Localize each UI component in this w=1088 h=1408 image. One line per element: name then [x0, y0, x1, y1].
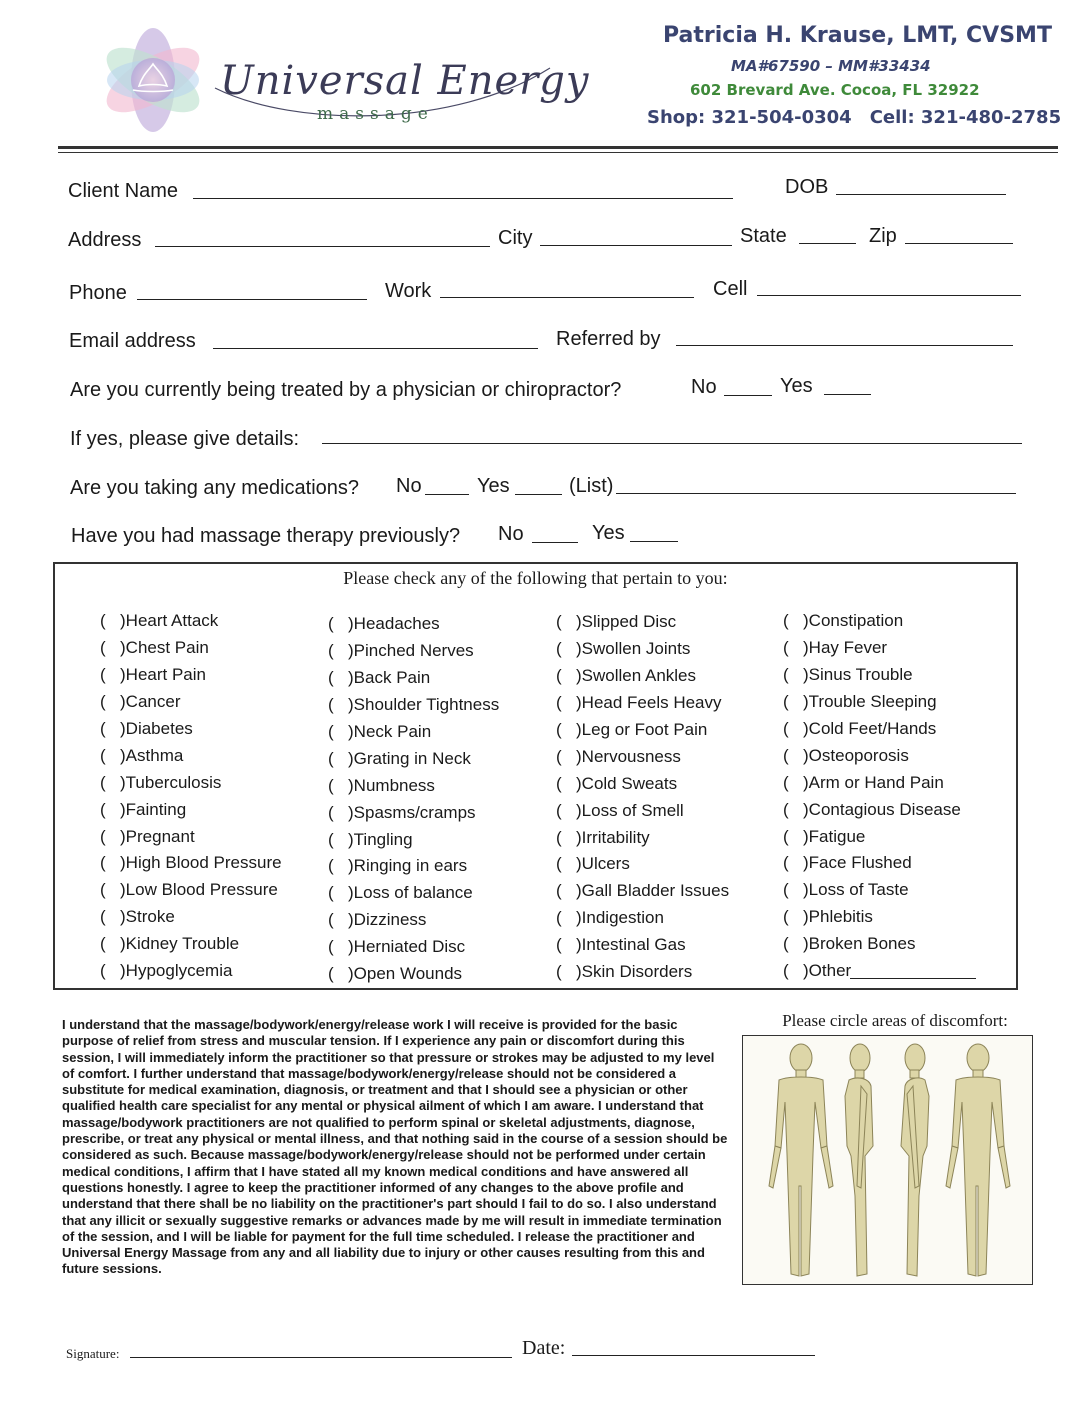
body-side-figure — [901, 1044, 929, 1276]
checkbox[interactable]: ( — [783, 665, 789, 685]
signature-field[interactable] — [130, 1357, 512, 1358]
condition-label: Osteoporosis — [808, 745, 909, 765]
work-label: Work — [385, 280, 432, 302]
condition-label: Face Flushed — [808, 853, 912, 873]
checkbox[interactable]: ( — [100, 826, 106, 846]
checklist-item[interactable]: ( ) Cold Sweats — [556, 773, 678, 793]
checkbox[interactable]: ( — [783, 934, 789, 954]
checklist-item[interactable]: ( ) Trouble Sleeping — [783, 692, 937, 712]
condition-label: Slipped Disc — [581, 612, 677, 632]
checklist-item[interactable]: ( ) Fatigue — [783, 826, 866, 846]
phone-numbers — [647, 107, 1061, 128]
checklist-item[interactable]: ( ) Indigestion — [556, 908, 664, 928]
body-back-figure — [946, 1044, 1010, 1276]
body-chart-title: Please circle areas of discomfort: — [782, 1011, 1008, 1030]
condition-label: Hay Fever — [808, 638, 888, 658]
condition-label: Pregnant — [125, 826, 195, 846]
condition-label: Diabetes — [125, 719, 193, 738]
checkbox[interactable]: ( — [328, 722, 334, 741]
client-name-field[interactable] — [193, 198, 733, 199]
condition-label: Neck Pain — [353, 722, 432, 741]
meds-list-label: (List) — [569, 475, 614, 497]
checklist-item[interactable]: ( ) Heart Pain — [100, 665, 206, 685]
checkbox[interactable]: ( — [328, 883, 334, 903]
checkbox[interactable]: ( — [328, 856, 334, 876]
condition-label: Loss of Taste — [808, 880, 909, 900]
checklist-item[interactable]: ( ) Numbness — [328, 775, 435, 795]
condition-label: Indigestion — [581, 908, 664, 928]
condition-label: Heart Pain — [125, 665, 206, 685]
checklist-item[interactable]: ( ) Shoulder Tightness — [328, 695, 500, 715]
condition-label: Stroke — [125, 907, 175, 927]
checklist-item[interactable]: ( ) Back Pain — [328, 668, 431, 688]
condition-label: Cold Sweats — [581, 773, 678, 793]
checklist-item[interactable]: ( ) Tingling — [328, 829, 413, 849]
phone-label: Phone — [69, 282, 127, 304]
condition-label: Ringing in ears — [353, 856, 468, 876]
checkbox[interactable]: ( — [556, 962, 562, 982]
email-label: Email address — [69, 330, 196, 352]
checklist-column-3 — [556, 609, 729, 985]
condition-label: Contagious Disease — [808, 799, 961, 819]
checklist-item[interactable]: ( ) Stroke — [100, 907, 175, 927]
checkbox[interactable]: ( — [783, 692, 789, 712]
header-rule-thick — [58, 146, 1058, 149]
condition-label: Chest Pain — [125, 638, 209, 658]
condition-label: Head Feels Heavy — [581, 693, 722, 713]
checklist-item[interactable]: ( ) Slipped Disc — [556, 612, 677, 632]
condition-label: Open Wounds — [353, 964, 463, 984]
checkbox[interactable]: ( — [783, 826, 789, 846]
checklist-item[interactable]: ( ) Heart Attack — [100, 611, 219, 631]
checklist-item[interactable]: ( ) Loss of Smell — [556, 800, 684, 820]
condition-label: Pinched Nerves — [353, 641, 474, 661]
checklist-item[interactable]: ( ) Asthma — [100, 745, 184, 765]
condition-label: Trouble Sleeping — [808, 692, 937, 712]
checkbox[interactable]: ( — [556, 773, 562, 793]
zip-label: Zip — [869, 225, 897, 247]
checklist-item[interactable]: ( ) Osteoporosis — [783, 745, 909, 765]
condition-label: Arm or Hand Pain — [808, 772, 944, 792]
checkbox[interactable]: ( — [100, 880, 106, 900]
checkbox[interactable]: ( — [328, 910, 334, 930]
massage-question: Have you had massage therapy previously? — [71, 525, 461, 547]
checkbox[interactable]: ( — [328, 641, 334, 661]
condition-label: Other — [808, 961, 852, 981]
signature-label: Signature: — [66, 1346, 120, 1361]
checklist-item[interactable]: ( ) Hypoglycemia — [100, 961, 233, 981]
checkbox[interactable]: ( — [556, 666, 562, 686]
shop-phone: Shop: 321-504-0304 — [647, 107, 852, 128]
checkbox[interactable]: ( — [783, 907, 789, 927]
dob-field[interactable] — [836, 194, 1006, 195]
city-field[interactable] — [540, 245, 732, 246]
checklist-item[interactable]: ( ) Skin Disorders — [556, 962, 693, 982]
condition-label: Headaches — [353, 614, 440, 634]
checklist-item[interactable]: ( ) Irritability — [556, 827, 650, 847]
checklist-item[interactable]: ( ) Grating in Neck — [328, 748, 471, 768]
details-question: If yes, please give details: — [70, 428, 300, 450]
checklist-item[interactable]: ( ) Broken Bones — [783, 934, 916, 954]
checkbox[interactable]: ( — [783, 961, 789, 981]
condition-label: Asthma — [125, 745, 184, 765]
checklist-title: Please check any of the following that pertain to you: — [343, 568, 728, 588]
condition-label: Nervousness — [581, 746, 681, 766]
massage-no-field[interactable] — [532, 542, 578, 543]
condition-label: Constipation — [808, 611, 904, 631]
work-phone-field[interactable] — [440, 297, 694, 298]
logo — [95, 18, 590, 138]
checklist-item[interactable]: ( ) Contagious Disease — [783, 799, 961, 819]
condition-label: Back Pain — [353, 668, 431, 688]
checklist-item[interactable]: ( ) Fainting — [100, 799, 187, 819]
license-numbers: MA#67590 – MM#33434 — [731, 57, 931, 75]
liability-disclaimer: I understand that the massage/bodywork/energy/release work I will receive is provided for the basic purpose of relief from stress and muscular tension. If I experience any pain or discomfort during this session, I will immediately inform the practitioner so that pressure or strokes may be adjusted to my level of comfort. I further understand that massage/bodywork/energy/release should not be considered a substitute for medical examination, diagnosis, or treatment and that I should see a physician or other qualified health care specialist for any mental or physical ailment of which I am aware. I understand that massage/bodywork practitioners are not qualified to perform spinal or skeletal adjustments, diagnose, prescribe, or treat any physical or mental illness, and that nothing said in the course of a session should be considered as such. Because massage/bodywork/energy/release should not be performed under certain medical conditions, I affirm that I have stated all my known medical conditions and have answered all questions honestly. I agree to keep the practitioner informed of any changes to the above profile and understand that there shall be no liability on the practitioner's part should I fail to do so. I also understand that any illicit or sexually suggestive remarks or advances made by me will result in immediate termination of the session, and I will be liable for payment for the full time scheduled. I release the practitioner and Universal Energy Massage from any and all liability due to injury or other causes resulting from this and future sessions. — [62, 1017, 728, 1277]
condition-label: High Blood Pressure — [125, 853, 282, 873]
dob-label: DOB — [785, 176, 829, 198]
checkbox[interactable]: ( — [783, 880, 789, 900]
address-label: Address — [68, 229, 142, 251]
checklist-item[interactable]: ( ) Nervousness — [556, 746, 681, 766]
checkbox[interactable]: ( — [556, 639, 562, 659]
checklist-item[interactable]: ( ) Other — [783, 958, 976, 985]
human-body-figures-icon — [743, 1036, 1031, 1283]
body-chart[interactable] — [742, 1035, 1033, 1285]
condition-label: Ulcers — [581, 854, 630, 874]
checkbox[interactable]: ( — [783, 799, 789, 819]
checklist-item[interactable]: ( ) Hay Fever — [783, 638, 888, 658]
state-label: State — [740, 225, 787, 247]
date-field[interactable] — [572, 1355, 815, 1356]
condition-label: Tuberculosis — [125, 772, 222, 792]
details-field[interactable] — [322, 443, 1022, 444]
condition-label: Heart Attack — [125, 611, 219, 631]
medications-question: Are you taking any medications? — [70, 477, 360, 499]
condition-label: Loss of balance — [353, 883, 473, 903]
checkbox[interactable]: ( — [556, 854, 562, 874]
checklist-item[interactable]: ( ) Leg or Foot Pain — [556, 720, 708, 739]
condition-label: Sinus Trouble — [808, 665, 913, 685]
checklist-item[interactable]: ( ) Cold Feet/Hands — [783, 719, 937, 738]
checkbox[interactable]: ( — [100, 638, 106, 658]
condition-label: Swollen Ankles — [581, 666, 697, 686]
checklist-item[interactable]: ( ) Loss of Taste — [783, 880, 909, 900]
checkbox[interactable]: ( — [556, 908, 562, 928]
checkbox[interactable]: ( — [100, 692, 106, 712]
condition-label: Phlebitis — [808, 907, 873, 927]
logo-subtitle: massage — [317, 104, 434, 124]
condition-label: Spasms/cramps — [353, 802, 476, 822]
checkbox[interactable]: ( — [100, 719, 106, 738]
date-label: Date: — [522, 1337, 566, 1359]
checkbox[interactable]: ( — [328, 775, 334, 795]
checklist-item[interactable]: ( ) Head Feels Heavy — [556, 693, 722, 713]
checklist-item[interactable]: ( ) Swollen Joints — [556, 639, 691, 659]
checkbox[interactable]: ( — [100, 799, 106, 819]
meds-yes-label: Yes — [477, 475, 510, 497]
checkbox[interactable]: ( — [328, 695, 334, 715]
checklist-item[interactable]: ( ) Pinched Nerves — [328, 641, 474, 661]
checklist-item[interactable]: ( ) Herniated Disc — [328, 937, 466, 957]
checklist-item[interactable]: ( ) Constipation — [783, 611, 904, 631]
checklist-item[interactable]: ( ) Cancer — [100, 692, 181, 712]
checkbox[interactable]: ( — [100, 611, 106, 631]
checkbox[interactable]: ( — [556, 693, 562, 713]
referred-field[interactable] — [676, 345, 1013, 346]
condition-label: Cancer — [125, 692, 181, 712]
checkbox[interactable]: ( — [328, 937, 334, 957]
checklist-item[interactable]: ( ) Gall Bladder Issues — [556, 881, 730, 901]
checkbox[interactable]: ( — [100, 772, 106, 792]
checkbox[interactable]: ( — [328, 668, 334, 688]
checkbox[interactable]: ( — [328, 802, 334, 822]
checkbox[interactable]: ( — [328, 614, 334, 634]
checklist-item[interactable]: ( ) Tuberculosis — [100, 772, 222, 792]
checkbox[interactable]: ( — [556, 800, 562, 820]
condition-label: Dizziness — [353, 910, 427, 930]
massage-no-label: No — [498, 523, 524, 545]
checklist-item[interactable]: ( ) Ringing in ears — [328, 856, 468, 876]
business-address: 602 Brevard Ave. Cocoa, FL 32922 — [690, 81, 980, 99]
checklist-item[interactable]: ( ) Low Blood Pressure — [100, 880, 278, 900]
checklist-item[interactable]: ( ) Sinus Trouble — [783, 665, 913, 685]
checklist-item[interactable]: ( ) Spasms/cramps — [328, 802, 476, 822]
checklist-item[interactable]: ( ) Swollen Ankles — [556, 666, 697, 686]
condition-label: Kidney Trouble — [125, 934, 240, 954]
header-rule-thin — [58, 152, 1058, 153]
phone-field[interactable] — [137, 299, 367, 300]
checklist-item[interactable]: ( ) Chest Pain — [100, 638, 209, 658]
checkbox[interactable]: ( — [100, 934, 106, 954]
checklist-item[interactable]: ( ) Kidney Trouble — [100, 934, 240, 954]
checklist-item[interactable]: ( ) Face Flushed — [783, 853, 912, 873]
email-field[interactable] — [213, 348, 538, 349]
referred-label: Referred by — [556, 328, 661, 350]
other-field[interactable] — [850, 964, 976, 979]
checkbox[interactable]: ( — [783, 853, 789, 873]
condition-label: Intestinal Gas — [581, 935, 686, 955]
condition-label: Swollen Joints — [581, 639, 691, 659]
condition-label: Loss of Smell — [581, 800, 684, 820]
physician-yes-label: Yes — [780, 375, 813, 397]
cell-phone-field[interactable] — [757, 295, 1021, 296]
checkbox[interactable]: ( — [556, 881, 562, 901]
zip-field[interactable] — [905, 243, 1013, 244]
condition-label: Gall Bladder Issues — [581, 881, 730, 901]
meds-yes-field[interactable] — [515, 494, 562, 495]
checkbox[interactable]: ( — [328, 964, 334, 984]
checklist-item[interactable]: ( ) Arm or Hand Pain — [783, 772, 944, 792]
checklist-item[interactable]: ( ) Open Wounds — [328, 964, 463, 984]
physician-question: Are you currently being treated by a physician or chiropractor? — [70, 379, 622, 401]
condition-label: Grating in Neck — [353, 748, 471, 768]
meds-list-field[interactable] — [616, 493, 1016, 494]
cell-label: Cell — [713, 278, 748, 300]
practitioner-name: Patricia H. Krause, LMT, CVSMT — [663, 23, 1052, 48]
checklist-item[interactable]: ( ) Pregnant — [100, 826, 195, 846]
condition-label: Herniated Disc — [353, 937, 466, 957]
condition-label: Shoulder Tightness — [353, 695, 500, 715]
checkbox[interactable]: ( — [783, 772, 789, 792]
condition-label: Irritability — [581, 827, 650, 847]
checkbox[interactable]: ( — [783, 745, 789, 765]
condition-label: Numbness — [353, 775, 435, 795]
checklist-column-1 — [100, 608, 282, 984]
checkbox[interactable]: ( — [556, 746, 562, 766]
condition-label: Fatigue — [808, 826, 866, 846]
physician-no-label: No — [691, 376, 717, 398]
body-side-figure — [845, 1044, 873, 1276]
condition-label: Tingling — [353, 829, 413, 849]
checklist-item[interactable]: ( ) High Blood Pressure — [100, 853, 282, 873]
checkbox[interactable]: ( — [556, 935, 562, 955]
checkbox[interactable]: ( — [328, 748, 334, 768]
meds-no-field[interactable] — [425, 494, 469, 495]
checkbox[interactable]: ( — [556, 827, 562, 847]
logo-script-text: Universal Energy — [220, 58, 590, 104]
state-field[interactable] — [799, 243, 856, 244]
checkbox[interactable]: ( — [556, 612, 562, 632]
checkbox[interactable]: ( — [100, 907, 106, 927]
client-name-label: Client Name — [68, 180, 179, 202]
checklist-item[interactable]: ( ) Neck Pain — [328, 722, 432, 741]
condition-label: Broken Bones — [808, 934, 916, 954]
condition-label: Hypoglycemia — [125, 961, 233, 981]
physician-yes-field[interactable] — [824, 394, 871, 395]
checklist-item[interactable]: ( ) Ulcers — [556, 854, 630, 874]
body-front-figure — [769, 1044, 833, 1276]
massage-yes-label: Yes — [592, 522, 625, 544]
checkbox[interactable]: ( — [100, 961, 106, 981]
checklist-column-4 — [783, 608, 976, 984]
meds-no-label: No — [396, 475, 422, 497]
checklist-item[interactable]: ( ) Intestinal Gas — [556, 935, 686, 955]
condition-label: Leg or Foot Pain — [581, 720, 708, 739]
checkbox[interactable]: ( — [100, 745, 106, 765]
city-label: City — [498, 227, 533, 249]
checkbox[interactable]: ( — [556, 720, 562, 739]
checklist-item[interactable]: ( ) Loss of balance — [328, 883, 473, 903]
checkbox[interactable]: ( — [328, 829, 334, 849]
cell-phone: Cell: 321-480-2785 — [869, 107, 1062, 128]
address-field[interactable] — [155, 246, 490, 247]
checkbox[interactable]: ( — [100, 665, 106, 685]
checklist-item[interactable]: ( ) Headaches — [328, 614, 440, 634]
massage-yes-field[interactable] — [630, 541, 678, 542]
checkbox[interactable]: ( — [100, 853, 106, 873]
checklist-column-2 — [328, 611, 499, 987]
condition-label: Fainting — [125, 799, 187, 819]
checkbox[interactable]: ( — [783, 638, 789, 658]
condition-label: Cold Feet/Hands — [808, 719, 937, 738]
checklist-item[interactable]: ( ) Phlebitis — [783, 907, 873, 927]
physician-no-field[interactable] — [724, 395, 772, 396]
checklist-item[interactable]: ( ) Diabetes — [100, 719, 193, 738]
checkbox[interactable]: ( — [783, 611, 789, 631]
checkbox[interactable]: ( — [783, 719, 789, 738]
condition-label: Skin Disorders — [581, 962, 693, 982]
checklist-item[interactable]: ( ) Dizziness — [328, 910, 427, 930]
condition-label: Low Blood Pressure — [125, 880, 278, 900]
